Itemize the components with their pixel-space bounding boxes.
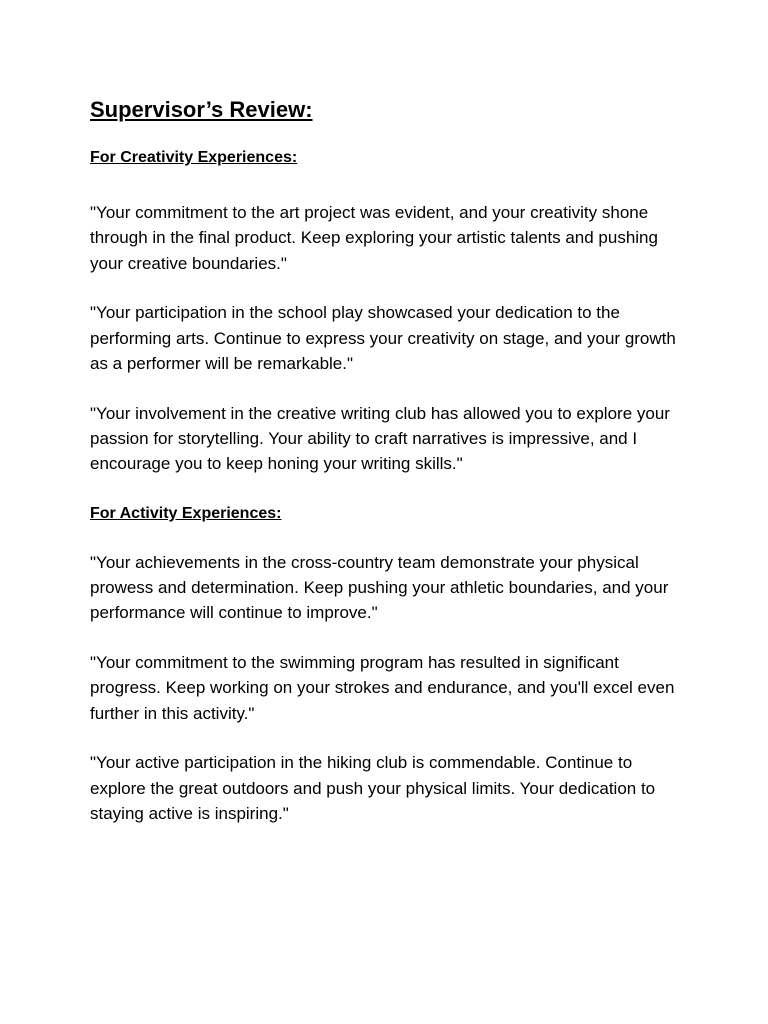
- section-creativity: [90, 200, 690, 477]
- review-paragraph-hiking: "Your active participation in the hiking club is commendable. Continue to explore the great outdoors and push your physical limits. Your dedication to staying active is inspiring.": [90, 753, 656, 824]
- review-paragraph-school-play: "Your participation in the school play showcased your dedication to the performing arts. Continue to express your creativity on stage, and your growth as a performer will be remarkable.": [90, 303, 676, 373]
- page-title: Supervisor’s Review:: [90, 97, 313, 122]
- section-heading-creativity: For Creativity Experiences:: [90, 149, 298, 166]
- review-paragraph-cross-country: "Your achievements in the cross-country team demonstrate your physical prowess and determination. Keep pushing your athletic boundaries, and your performance will continue to improve.": [90, 552, 669, 623]
- review-paragraph-writing-club: "Your involvement in the creative writing club has allowed you to explore your passion for storytelling. Your ability to craft narratives is impressive, and I encourage you to keep honing your writing skills.": [90, 403, 670, 474]
- section-heading-activity: For Activity Experiences:: [90, 504, 282, 522]
- section-activity: [90, 550, 690, 827]
- document-body: [90, 95, 690, 826]
- review-paragraph-art-project: "Your commitment to the art project was evident, and your creativity shone through in the final product. Keep exploring your artistic talents and pushing your creative boundaries.": [90, 203, 658, 273]
- review-paragraph-swimming: "Your commitment to the swimming program has resulted in significant progress. Keep working on your strokes and endurance, and you'll excel even further in this activity.": [90, 653, 675, 723]
